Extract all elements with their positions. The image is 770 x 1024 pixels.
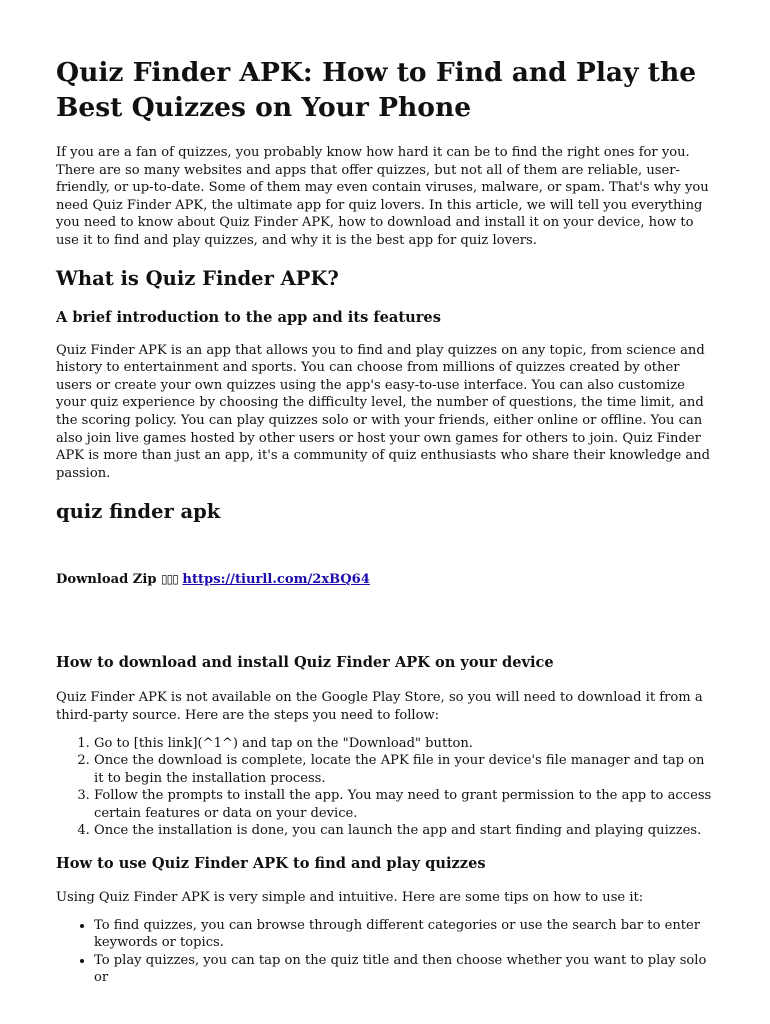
placeholder-glyphs: ▯▯▯ <box>161 572 178 587</box>
list-item: • To play quizzes, you can tap on the quiz title and then choose whether you want to play solo or <box>94 952 718 987</box>
list-item: 4. Once the installation is done, you can launch the app and start finding and playing quizzes. <box>94 822 718 840</box>
use-tips-list <box>56 917 718 987</box>
install-intro: Quiz Finder APK is not available on the Google Play Store, so you will need to download it from a third-party source. Here are the steps you need to follow: <box>56 690 703 723</box>
features-paragraph: Quiz Finder APK is an app that allows you to find and play quizzes on any topic, from science and history to entertainment and sports. You can choose from millions of quizzes created by other users or create your own quizzes using the app's easy-to-use interface. You can also customize your quiz experience by choosing the difficulty level, the number of questions, the time limit, and the scoring policy. You can play quizzes solo or with your friends, either online or offline. You can also join live games hosted by other users or host your own games for others to join. Quiz Finder APK is more than just an app, it's a community of quiz enthusiasts who share their knowledge and passion. <box>56 342 710 481</box>
download-line <box>56 570 718 589</box>
list-item: 3. Follow the prompts to install the app. You may need to grant permission to the app to access certain features or data on your device. <box>94 787 718 822</box>
use-heading: How to use Quiz Finder APK to find and play quizzes <box>56 855 486 873</box>
list-item: 2. Once the download is complete, locate the APK file in your device's file manager and tap on it to begin the installation process. <box>94 752 718 787</box>
install-steps-list <box>56 735 718 841</box>
download-label: Download Zip <box>56 572 157 588</box>
install-heading: How to download and install Quiz Finder APK on your device <box>56 654 554 672</box>
article-body <box>56 55 718 987</box>
list-item: 1. Go to [this link](^1^) and tap on the "Download" button. <box>94 735 718 753</box>
subheading-brief-intro: A brief introduction to the app and its features <box>56 308 441 326</box>
keyword-heading: quiz finder apk <box>56 500 221 524</box>
download-link[interactable]: https://tiurll.com/2xBQ64 <box>182 572 370 588</box>
intro-paragraph: If you are a fan of quizzes, you probably know how hard it can be to find the right ones for you. There are so many websites and apps that offer quizzes, but not all of them are reliable, user-friendly, or up-to-date. Some of them may even contain viruses, malware, or spam. That's why you need Quiz Finder APK, the ultimate app for quiz lovers. In this article, we will tell you everything you need to know about Quiz Finder APK, how to download and install it on your device, how to use it to find and play quizzes, and why it is the best app for quiz lovers. <box>56 145 709 248</box>
use-intro: Using Quiz Finder APK is very simple and intuitive. Here are some tips on how to use it: <box>56 890 644 906</box>
list-item: • To find quizzes, you can browse through different categories or use the search bar to enter keywords or topics. <box>94 917 718 952</box>
article-title: Quiz Finder APK: How to Find and Play the Best Quizzes on Your Phone <box>56 57 697 123</box>
section-heading-what-is: What is Quiz Finder APK? <box>56 266 339 290</box>
